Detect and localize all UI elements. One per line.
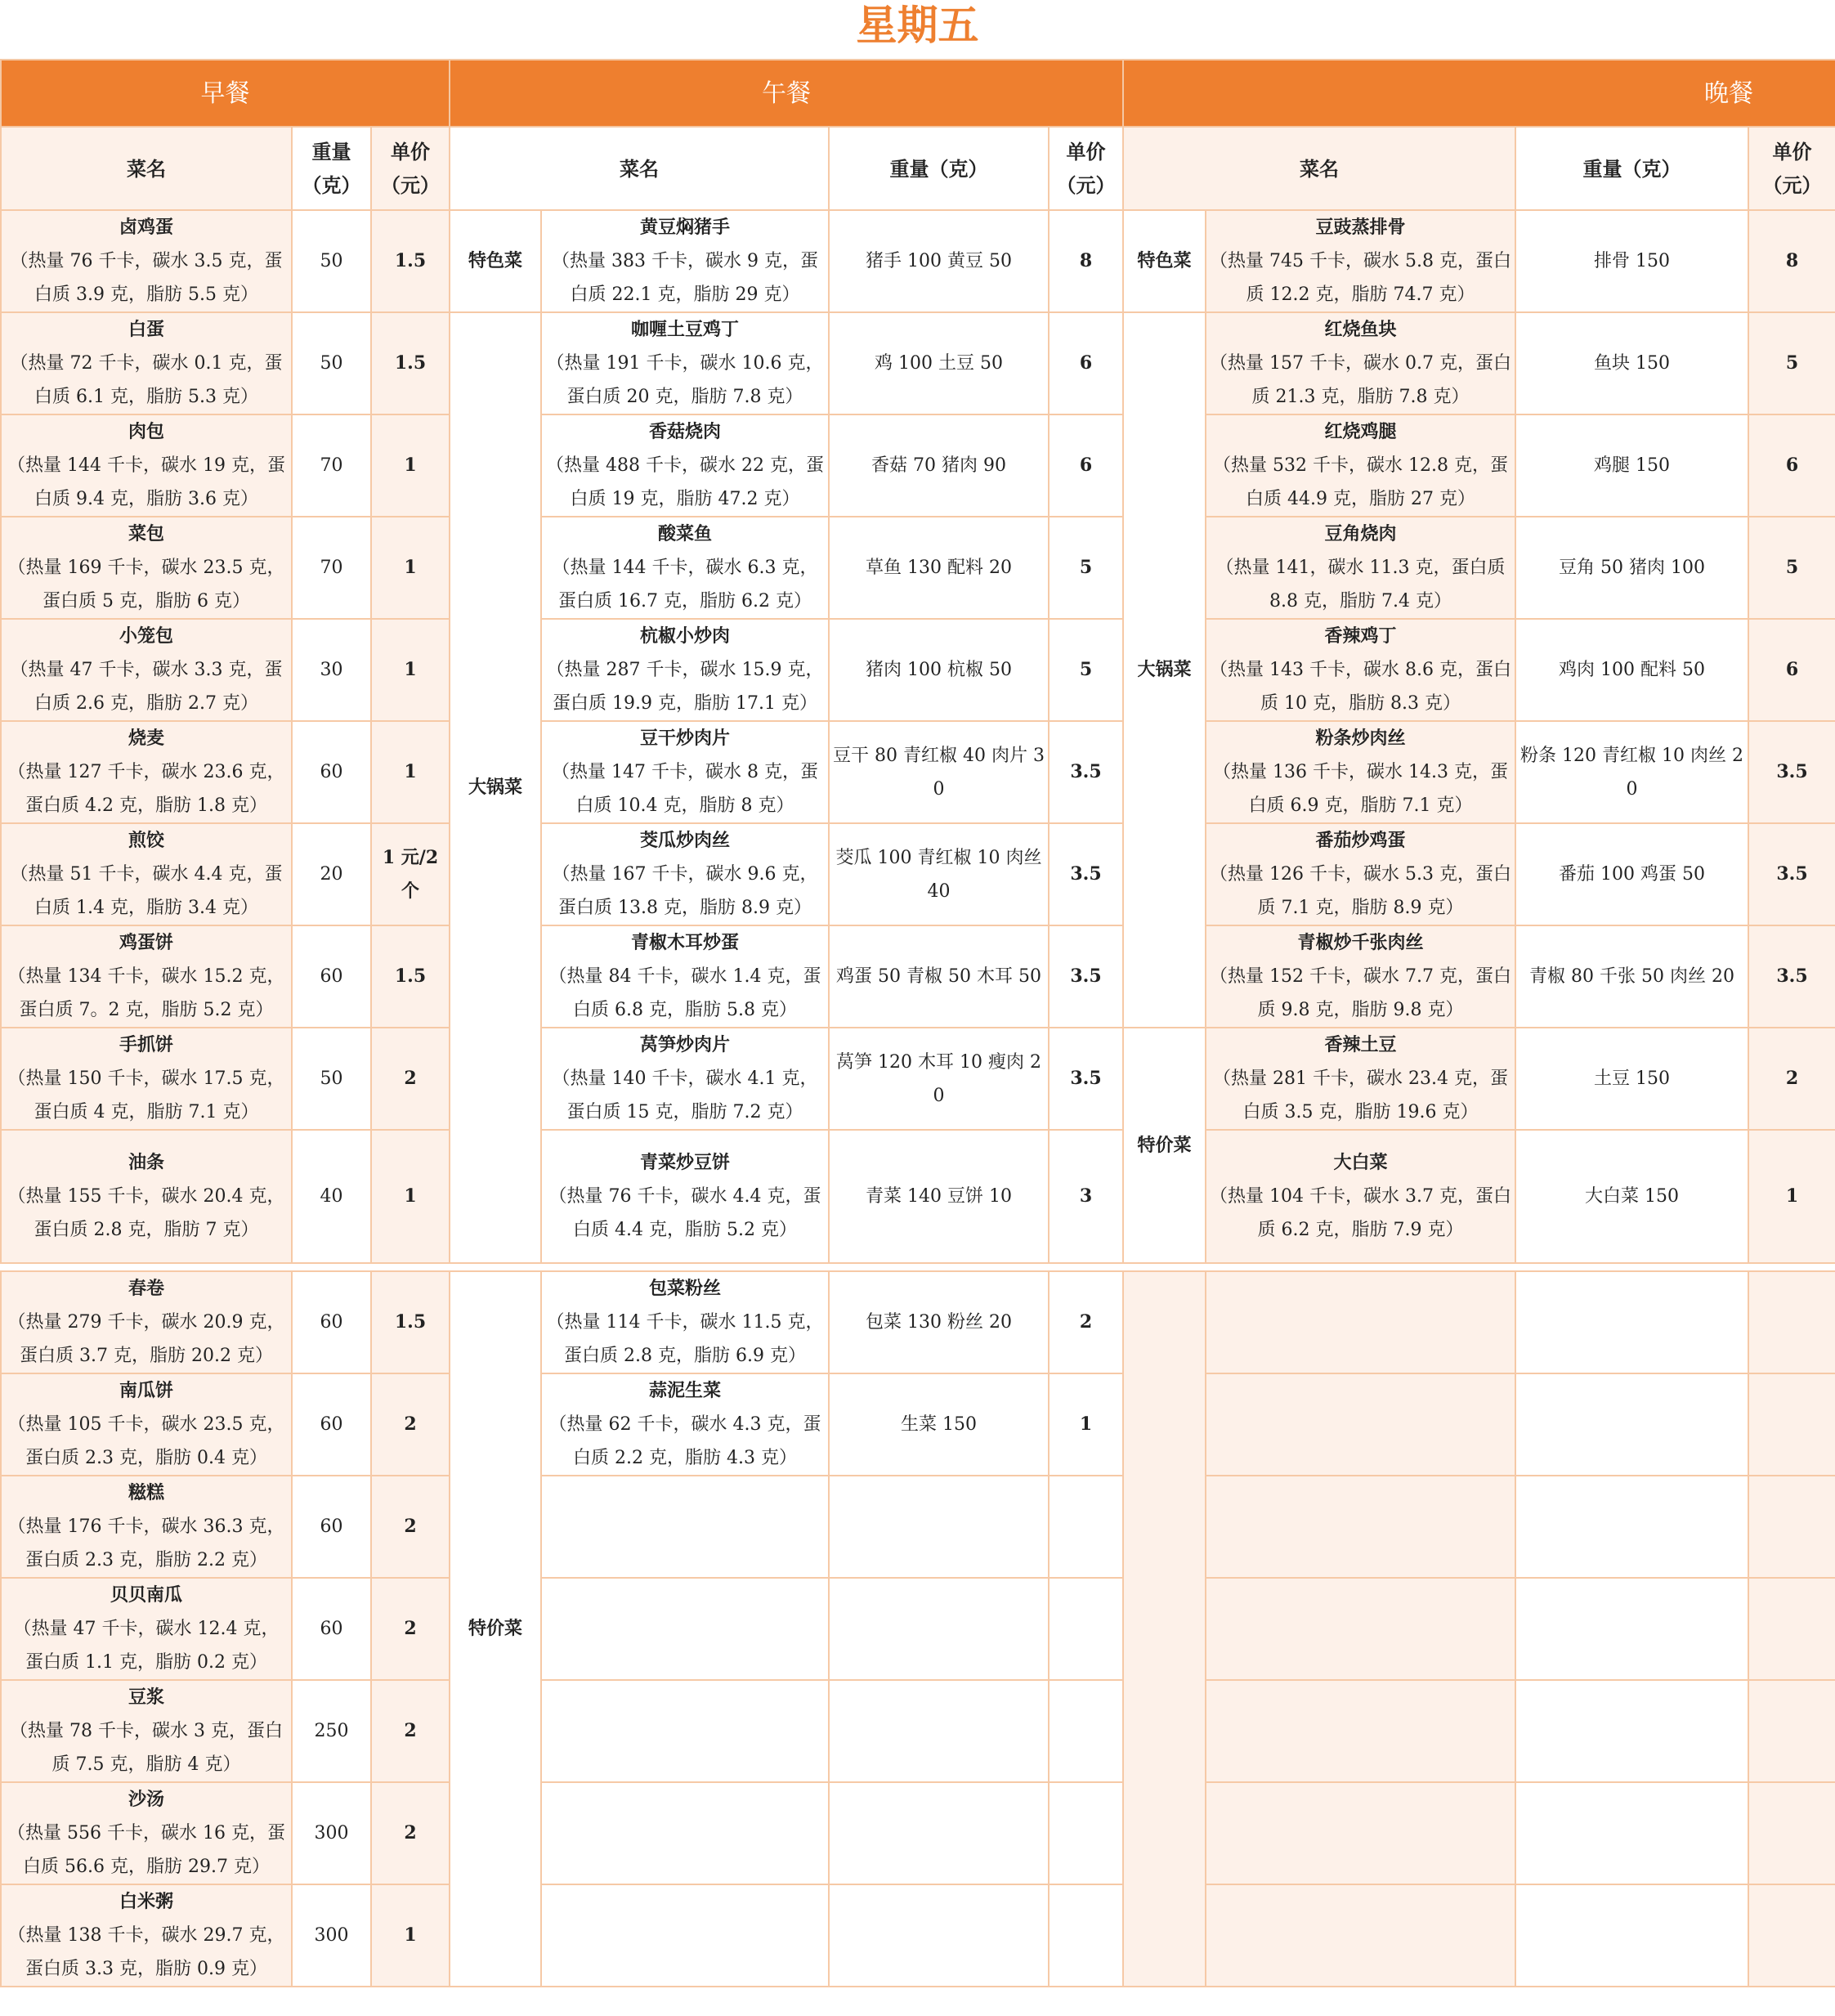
dish-nutrition: （热量 157 千卡，碳水 0.7 克，蛋白质 21.3 克，脂肪 7.8 克） [1210, 353, 1511, 407]
category-cheap: 特价菜 [450, 1271, 541, 1987]
menu-row [1, 1373, 1835, 1476]
dish-name: 青椒炒千张肉丝 [1297, 932, 1424, 953]
dish-weight: 大白菜 150 [1515, 1130, 1748, 1263]
header-weight: 重量（克） [1515, 127, 1748, 210]
meal-header-row [1, 60, 1835, 127]
dish-cell [541, 1028, 829, 1130]
dish-nutrition: （热量 150 千卡，碳水 17.5 克，蛋白质 4 克，脂肪 7.1 克） [7, 1068, 285, 1122]
empty-cell [1748, 1476, 1835, 1578]
dish-weight: 70 [292, 414, 371, 517]
empty-cell [1206, 1271, 1515, 1373]
dish-name: 豆干炒肉片 [640, 728, 731, 749]
dish-price: 3.5 [1049, 823, 1123, 925]
dish-name: 油条 [128, 1152, 164, 1173]
dish-price: 5 [1049, 517, 1123, 619]
dish-cell [1, 1271, 292, 1373]
dish-nutrition: （热量 745 千卡，碳水 5.8 克，蛋白质 12.2 克，脂肪 74.7 克） [1210, 251, 1511, 305]
dish-nutrition: （热量 532 千卡，碳水 12.8 克，蛋白质 44.9 克，脂肪 27 克） [1213, 455, 1508, 509]
dish-cell [1, 517, 292, 619]
dish-nutrition: （热量 143 千卡，碳水 8.6 克，蛋白质 10 克，脂肪 8.3 克） [1210, 660, 1511, 714]
empty-cell [1206, 1680, 1515, 1782]
dish-weight: 60 [292, 1476, 371, 1578]
dish-name: 肉包 [128, 421, 164, 442]
empty-cell [541, 1476, 829, 1578]
dish-name: 番茄炒鸡蛋 [1315, 830, 1406, 851]
header-price: 单价（元） [1748, 127, 1835, 210]
menu-row [1, 1782, 1835, 1884]
dish-price: 3.5 [1049, 1028, 1123, 1130]
dish-weight: 鸡肉 100 配料 50 [1515, 619, 1748, 721]
dish-weight: 60 [292, 925, 371, 1028]
menu-row [1, 1271, 1835, 1373]
header-dish: 菜名 [1123, 127, 1515, 210]
dish-price: 1.5 [371, 210, 450, 312]
dish-cell [1, 1782, 292, 1884]
header-dish: 菜名 [1, 127, 292, 210]
dish-nutrition: （热量 76 千卡，碳水 3.5 克，蛋白质 3.9 克，脂肪 5.5 克） [10, 251, 283, 305]
dish-weight: 青椒 80 千张 50 肉丝 20 [1515, 925, 1748, 1028]
empty-category-cell [1123, 1271, 1206, 1987]
dish-cell [1, 925, 292, 1028]
dish-price: 2 [371, 1680, 450, 1782]
dish-name: 豆角烧肉 [1324, 523, 1397, 544]
dish-cell [1, 1028, 292, 1130]
dish-name: 卤鸡蛋 [119, 217, 173, 238]
dish-price: 1 [1049, 1373, 1123, 1476]
dish-weight: 莴笋 120 木耳 10 瘦肉 20 [829, 1028, 1049, 1130]
dish-nutrition: （热量 155 千卡，碳水 20.4 克，蛋白质 2.8 克，脂肪 7 克） [7, 1186, 285, 1240]
menu-row [1, 210, 1835, 312]
dish-name: 手抓饼 [119, 1034, 173, 1055]
dish-price: 1 [371, 1130, 450, 1263]
dish-cell [541, 823, 829, 925]
dish-name: 糍糕 [128, 1482, 164, 1503]
dish-price: 1 [371, 1884, 450, 1987]
category-pot: 大锅菜 [1123, 312, 1206, 1028]
dish-cell [1, 312, 292, 414]
dish-cell [1206, 1130, 1515, 1263]
dish-cell [541, 517, 829, 619]
empty-cell [1515, 1782, 1748, 1884]
menu-row [1, 1476, 1835, 1578]
empty-cell [1049, 1884, 1123, 1987]
dish-weight: 粉条 120 青红椒 10 肉丝 20 [1515, 721, 1748, 823]
dish-name: 豆浆 [128, 1687, 164, 1708]
dish-weight: 40 [292, 1130, 371, 1263]
dish-price: 1.5 [371, 925, 450, 1028]
dish-name: 咖喱土豆鸡丁 [631, 319, 740, 340]
header-weight: 重量（克） [829, 127, 1049, 210]
dish-weight: 排骨 150 [1515, 210, 1748, 312]
dish-cell [541, 414, 829, 517]
dish-cell [1, 210, 292, 312]
dish-price: 3 [1049, 1130, 1123, 1263]
category-special: 特色菜 [1123, 210, 1206, 312]
empty-cell [1748, 1884, 1835, 1987]
dish-price: 8 [1049, 210, 1123, 312]
dish-nutrition: （热量 141，碳水 11.3 克，蛋白质 8.8 克，脂肪 7.4 克） [1215, 558, 1506, 612]
menu-row [1, 619, 1835, 721]
menu-row [1, 517, 1835, 619]
dish-weight: 生菜 150 [829, 1373, 1049, 1476]
dish-weight: 300 [292, 1782, 371, 1884]
dish-weight: 青菜 140 豆饼 10 [829, 1130, 1049, 1263]
dish-price: 1 [371, 721, 450, 823]
dish-cell [1, 1476, 292, 1578]
dish-cell [1, 1578, 292, 1680]
empty-cell [1515, 1680, 1748, 1782]
dish-name: 红烧鸡腿 [1324, 421, 1397, 442]
dish-nutrition: （热量 78 千卡，碳水 3 克，蛋白质 7.5 克，脂肪 4 克） [10, 1721, 283, 1775]
dish-cell [1, 721, 292, 823]
dish-weight: 番茄 100 鸡蛋 50 [1515, 823, 1748, 925]
dish-name: 莴笋炒肉片 [640, 1034, 731, 1055]
menu-row [1, 1130, 1835, 1263]
dish-cell [1206, 517, 1515, 619]
dish-cell [1206, 619, 1515, 721]
dish-name: 白蛋 [128, 319, 164, 340]
dish-cell [1, 414, 292, 517]
menu-row [1, 823, 1835, 925]
dish-nutrition: （热量 281 千卡，碳水 23.4 克，蛋白质 3.5 克，脂肪 19.6 克） [1213, 1068, 1508, 1122]
menu-row [1, 925, 1835, 1028]
menu-row [1, 1578, 1835, 1680]
dish-price: 6 [1748, 619, 1835, 721]
dish-nutrition: （热量 556 千卡，碳水 16 克，蛋白质 56.6 克，脂肪 29.7 克） [7, 1823, 285, 1877]
dish-cell [1206, 721, 1515, 823]
empty-cell [541, 1578, 829, 1680]
dish-name: 白米粥 [119, 1891, 173, 1912]
empty-cell [1206, 1578, 1515, 1680]
dish-cell [541, 1130, 829, 1263]
dish-name: 青菜炒豆饼 [640, 1152, 731, 1173]
dish-weight: 50 [292, 210, 371, 312]
dish-cell [541, 925, 829, 1028]
dish-price: 1 [371, 619, 450, 721]
dish-name: 茭瓜炒肉丝 [640, 830, 731, 851]
dish-nutrition: （热量 47 千卡，碳水 3.3 克，蛋白质 2.6 克，脂肪 2.7 克） [10, 660, 283, 714]
dish-name: 豆豉蒸排骨 [1315, 217, 1406, 238]
empty-cell [829, 1578, 1049, 1680]
empty-cell [1206, 1782, 1515, 1884]
dish-nutrition: （热量 62 千卡，碳水 4.3 克，蛋白质 2.2 克，脂肪 4.3 克） [548, 1414, 821, 1468]
dish-name: 香辣土豆 [1324, 1034, 1397, 1055]
dish-cell [1206, 925, 1515, 1028]
dish-name: 黄豆焖猪手 [640, 217, 731, 238]
category-cheap: 特价菜 [1123, 1028, 1206, 1263]
dish-cell [541, 1271, 829, 1373]
empty-cell [1049, 1782, 1123, 1884]
meal-breakfast: 早餐 [1, 60, 450, 127]
dish-cell [541, 721, 829, 823]
empty-cell [829, 1884, 1049, 1987]
menu-row [1, 312, 1835, 414]
header-price: 单价（元） [371, 127, 450, 210]
dish-weight: 土豆 150 [1515, 1028, 1748, 1130]
dish-name: 菜包 [128, 523, 164, 544]
dish-weight: 60 [292, 1373, 371, 1476]
dish-weight: 300 [292, 1884, 371, 1987]
dish-price: 1.5 [371, 1271, 450, 1373]
dish-nutrition: （热量 191 千卡，碳水 10.6 克，蛋白质 20 克，脂肪 7.8 克） [546, 353, 824, 407]
dish-nutrition: （热量 76 千卡，碳水 4.4 克，蛋白质 4.4 克，脂肪 5.2 克） [548, 1186, 821, 1240]
dish-cell [1206, 312, 1515, 414]
menu-body [1, 60, 1835, 1987]
dish-nutrition: （热量 138 千卡，碳水 29.7 克，蛋白质 3.3 克，脂肪 0.9 克） [7, 1925, 285, 1979]
empty-cell [541, 1884, 829, 1987]
empty-cell [1748, 1680, 1835, 1782]
empty-cell [1515, 1373, 1748, 1476]
dish-cell [1206, 414, 1515, 517]
dish-nutrition: （热量 104 千卡，碳水 3.7 克，蛋白质 6.2 克，脂肪 7.9 克） [1210, 1186, 1511, 1240]
empty-cell [829, 1680, 1049, 1782]
section-separator [1, 1263, 1835, 1271]
dish-nutrition: （热量 114 千卡，碳水 11.5 克，蛋白质 2.8 克，脂肪 6.9 克） [546, 1312, 824, 1366]
dish-nutrition: （热量 72 千卡，碳水 0.1 克，蛋白质 6.1 克，脂肪 5.3 克） [10, 353, 283, 407]
dish-price: 6 [1049, 414, 1123, 517]
dish-name: 粉条炒肉丝 [1315, 728, 1406, 749]
dish-name: 杭椒小炒肉 [640, 625, 731, 647]
dish-cell [541, 619, 829, 721]
dish-cell [541, 312, 829, 414]
empty-cell [541, 1680, 829, 1782]
empty-cell [829, 1782, 1049, 1884]
header-dish: 菜名 [450, 127, 829, 210]
dish-cell [1, 1884, 292, 1987]
dish-price: 1 [371, 517, 450, 619]
empty-cell [1206, 1373, 1515, 1476]
empty-cell [1748, 1578, 1835, 1680]
dish-nutrition: （热量 140 千卡，碳水 4.1 克，蛋白质 15 克，脂肪 7.2 克） [552, 1068, 818, 1122]
dish-weight: 鸡腿 150 [1515, 414, 1748, 517]
dish-price: 2 [371, 1373, 450, 1476]
dish-weight: 鸡蛋 50 青椒 50 木耳 50 [829, 925, 1049, 1028]
dish-nutrition: （热量 51 千卡，碳水 4.4 克，蛋白质 1.4 克，脂肪 3.4 克） [10, 864, 283, 918]
empty-cell [1748, 1782, 1835, 1884]
menu-row [1, 721, 1835, 823]
empty-cell [1515, 1271, 1748, 1373]
dish-weight: 250 [292, 1680, 371, 1782]
dish-cell [1206, 1028, 1515, 1130]
dish-name: 贝贝南瓜 [110, 1584, 182, 1606]
dish-nutrition: （热量 147 千卡，碳水 8 克，蛋白质 10.4 克，脂肪 8 克） [552, 762, 818, 816]
empty-cell [1049, 1578, 1123, 1680]
dish-cell [1, 1373, 292, 1476]
dish-weight: 豆干 80 青红椒 40 肉片 30 [829, 721, 1049, 823]
dish-weight: 60 [292, 721, 371, 823]
menu-row [1, 414, 1835, 517]
empty-cell [1748, 1373, 1835, 1476]
empty-cell [1049, 1680, 1123, 1782]
dish-name: 包菜粉丝 [649, 1278, 722, 1299]
dish-cell [1, 823, 292, 925]
dish-price: 2 [371, 1476, 450, 1578]
column-header-row [1, 127, 1835, 210]
dish-weight: 茭瓜 100 青红椒 10 肉丝 40 [829, 823, 1049, 925]
empty-cell [1049, 1476, 1123, 1578]
dish-name: 红烧鱼块 [1324, 319, 1397, 340]
empty-cell [1515, 1476, 1748, 1578]
empty-cell [1206, 1884, 1515, 1987]
header-weight: 重量（克） [292, 127, 371, 210]
empty-cell [1515, 1884, 1748, 1987]
dish-nutrition: （热量 279 千卡，碳水 20.9 克，蛋白质 3.7 克，脂肪 20.2 克） [7, 1312, 285, 1366]
dish-cell [1206, 210, 1515, 312]
dish-price: 5 [1748, 312, 1835, 414]
dish-name: 烧麦 [128, 728, 164, 749]
dish-name: 小笼包 [119, 625, 173, 647]
menu-row [1, 1028, 1835, 1130]
dish-weight: 60 [292, 1271, 371, 1373]
dish-name: 香辣鸡丁 [1324, 625, 1397, 647]
dish-name: 南瓜饼 [119, 1380, 173, 1401]
dish-nutrition: （热量 134 千卡，碳水 15.2 克，蛋白质 7。2 克，脂肪 5.2 克） [7, 966, 285, 1020]
dish-nutrition: （热量 144 千卡，碳水 6.3 克，蛋白质 16.7 克，脂肪 6.2 克） [552, 558, 818, 612]
dish-price: 2 [371, 1782, 450, 1884]
dish-cell [541, 1373, 829, 1476]
dish-weight: 50 [292, 1028, 371, 1130]
dish-price: 2 [371, 1578, 450, 1680]
dish-weight: 包菜 130 粉丝 20 [829, 1271, 1049, 1373]
dish-price: 2 [371, 1028, 450, 1130]
dish-cell [1, 1130, 292, 1263]
dish-name: 酸菜鱼 [658, 523, 713, 544]
dish-price: 5 [1049, 619, 1123, 721]
dish-nutrition: （热量 152 千卡，碳水 7.7 克，蛋白质 9.8 克，脂肪 9.8 克） [1210, 966, 1511, 1020]
dish-weight: 鱼块 150 [1515, 312, 1748, 414]
dish-name: 香菇烧肉 [649, 421, 722, 442]
dish-nutrition: （热量 127 千卡，碳水 23.6 克，蛋白质 4.2 克，脂肪 1.8 克） [7, 762, 285, 816]
dish-nutrition: （热量 383 千卡，碳水 9 克，蛋白质 22.1 克，脂肪 29 克） [552, 251, 818, 305]
dish-weight: 50 [292, 312, 371, 414]
dish-nutrition: （热量 167 千卡，碳水 9.6 克，蛋白质 13.8 克，脂肪 8.9 克） [552, 864, 818, 918]
dish-cell [541, 210, 829, 312]
header-price: 单价（元） [1049, 127, 1123, 210]
empty-cell [1206, 1476, 1515, 1578]
dish-nutrition: （热量 126 千卡，碳水 5.3 克，蛋白质 7.1 克，脂肪 8.9 克） [1210, 864, 1511, 918]
dish-price: 2 [1748, 1028, 1835, 1130]
menu-row [1, 1680, 1835, 1782]
dish-weight: 70 [292, 517, 371, 619]
dish-name: 鸡蛋饼 [119, 932, 173, 953]
dish-price: 3.5 [1748, 721, 1835, 823]
page-title: 星期五 [856, 2, 979, 49]
empty-cell [829, 1476, 1049, 1578]
meal-lunch: 午餐 [450, 60, 1123, 127]
dish-cell [1206, 823, 1515, 925]
empty-cell [541, 1782, 829, 1884]
category-pot: 大锅菜 [450, 312, 541, 1263]
dish-nutrition: （热量 105 千卡，碳水 23.5 克，蛋白质 2.3 克，脂肪 0.4 克） [7, 1414, 285, 1468]
dish-price: 5 [1748, 517, 1835, 619]
empty-cell [1748, 1271, 1835, 1373]
dish-name: 沙汤 [128, 1789, 164, 1810]
dish-price: 2 [1049, 1271, 1123, 1373]
dish-price: 1 [1748, 1130, 1835, 1263]
dish-weight: 豆角 50 猪肉 100 [1515, 517, 1748, 619]
dish-name: 煎饺 [128, 830, 164, 851]
dish-price: 1 [371, 414, 450, 517]
meal-dinner: 晚餐 [1123, 60, 1835, 127]
dish-weight: 鸡 100 土豆 50 [829, 312, 1049, 414]
dish-weight: 30 [292, 619, 371, 721]
dish-name: 蒜泥生菜 [649, 1380, 722, 1401]
dish-price: 8 [1748, 210, 1835, 312]
dish-price: 1.5 [371, 312, 450, 414]
dish-name: 青椒木耳炒蛋 [631, 932, 740, 953]
dish-nutrition: （热量 47 千卡，碳水 12.4 克，蛋白质 1.1 克，脂肪 0.2 克） [13, 1619, 280, 1673]
category-special: 特色菜 [450, 210, 541, 312]
dish-nutrition: （热量 144 千卡，碳水 19 克，蛋白质 9.4 克，脂肪 3.6 克） [7, 455, 285, 509]
dish-nutrition: （热量 136 千卡，碳水 14.3 克，蛋白质 6.9 克，脂肪 7.1 克） [1213, 762, 1508, 816]
dish-price: 3.5 [1049, 721, 1123, 823]
menu-table [0, 59, 1835, 1987]
dish-price: 1 元/2 个 [371, 823, 450, 925]
dish-cell [1, 619, 292, 721]
dish-weight: 猪手 100 黄豆 50 [829, 210, 1049, 312]
dish-weight: 草鱼 130 配料 20 [829, 517, 1049, 619]
dish-weight: 20 [292, 823, 371, 925]
dish-price: 6 [1748, 414, 1835, 517]
dish-cell [1, 1680, 292, 1782]
menu-row [1, 1884, 1835, 1987]
dish-nutrition: （热量 287 千卡，碳水 15.9 克，蛋白质 19.9 克，脂肪 17.1 克） [546, 660, 824, 714]
dish-nutrition: （热量 176 千卡，碳水 36.3 克，蛋白质 2.3 克，脂肪 2.2 克） [7, 1516, 285, 1570]
dish-price: 3.5 [1748, 823, 1835, 925]
dish-nutrition: （热量 488 千卡，碳水 22 克，蛋白质 19 克，脂肪 47.2 克） [546, 455, 824, 509]
dish-price: 3.5 [1748, 925, 1835, 1028]
dish-name: 大白菜 [1333, 1152, 1388, 1173]
dish-name: 春卷 [128, 1278, 164, 1299]
dish-price: 6 [1049, 312, 1123, 414]
separator-cell [1, 1263, 1835, 1271]
dish-weight: 60 [292, 1578, 371, 1680]
empty-cell [1515, 1578, 1748, 1680]
dish-weight: 猪肉 100 杭椒 50 [829, 619, 1049, 721]
dish-nutrition: （热量 169 千卡，碳水 23.5 克，蛋白质 5 克，脂肪 6 克） [7, 558, 285, 612]
dish-nutrition: （热量 84 千卡，碳水 1.4 克，蛋白质 6.8 克，脂肪 5.8 克） [548, 966, 821, 1020]
dish-price: 3.5 [1049, 925, 1123, 1028]
dish-weight: 香菇 70 猪肉 90 [829, 414, 1049, 517]
